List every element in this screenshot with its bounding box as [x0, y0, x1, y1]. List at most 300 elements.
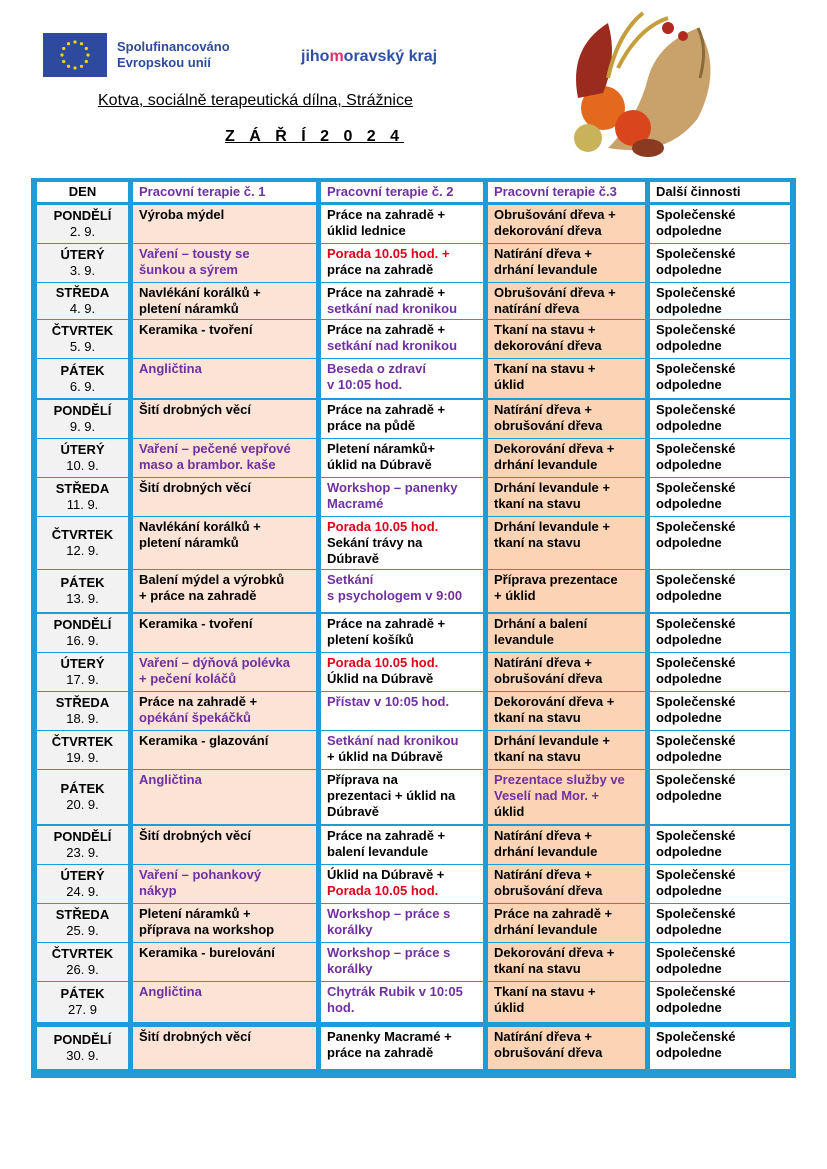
therapy-2-cell: [321, 731, 483, 769]
activity-line: obrušování dřeva: [494, 671, 603, 686]
day-cell: [37, 692, 128, 730]
activity-line: Šití drobných věcí: [139, 828, 251, 843]
other-activities-cell: [650, 570, 790, 612]
activity-line: Tkaní na stavu +: [494, 984, 596, 999]
other-activities-cell: [650, 320, 790, 358]
activity-line: Příprava na: [327, 772, 398, 787]
activity-line: Macramé: [327, 496, 384, 511]
eu-cofinancing-text: Spolufinancováno Evropskou unií: [117, 39, 230, 70]
activity-line: Tkaní na stavu +: [494, 361, 596, 376]
therapy-2-cell: [321, 570, 483, 612]
day-cell: [37, 731, 128, 769]
activity-line: prezentaci + úklid na: [327, 788, 456, 803]
activity-line: Společenské: [656, 480, 736, 495]
activity-line: Příprava prezentace: [494, 572, 618, 587]
day-cell: [37, 439, 128, 477]
therapy-3-cell: [488, 692, 645, 730]
therapy-1-cell: [133, 439, 316, 477]
day-date: 18. 9.: [66, 711, 99, 726]
therapy-1-cell: [133, 359, 316, 398]
activity-line: Společenské: [656, 285, 736, 300]
activity-line: odpoledne: [656, 1045, 722, 1060]
month-heading: Z Á Ř Í 2 0 2 4: [225, 128, 405, 145]
activity-line: Společenské: [656, 828, 736, 843]
activity-line: hod.: [327, 1000, 355, 1015]
activity-line: maso a brambor. kaše: [139, 457, 276, 472]
day-cell: [37, 943, 128, 981]
therapy-1-cell: [133, 570, 316, 612]
activity-line: odpoledne: [656, 1000, 722, 1015]
other-activities-cell: [650, 1027, 790, 1069]
activity-line: Drhání levandule +: [494, 733, 610, 748]
activity-line: práce na půdě: [327, 418, 416, 433]
therapy-2-cell: [321, 982, 483, 1022]
therapy-3-cell: [488, 283, 645, 319]
other-activities-cell: [650, 653, 790, 691]
activity-line: Dúbravě: [327, 551, 380, 566]
therapy-2-cell: [321, 283, 483, 319]
day-cell: [37, 614, 128, 652]
activity-line: Výroba mýdel: [139, 207, 225, 222]
therapy-1-cell: [133, 1027, 316, 1069]
activity-line: Natírání dřeva +: [494, 246, 592, 261]
day-date: 9. 9.: [69, 419, 96, 434]
activity-line: pletení náramků: [139, 301, 239, 316]
therapy-2-cell: [321, 320, 483, 358]
day-date: 4. 9.: [69, 301, 96, 316]
day-cell: [37, 570, 128, 612]
day-date: 26. 9.: [66, 962, 99, 977]
activity-line: Navlékání korálků +: [139, 519, 261, 534]
day-cell: [37, 478, 128, 516]
other-activities-cell: [650, 439, 790, 477]
day-name: PONDĚLÍ: [53, 208, 112, 223]
day-name: ÚTERÝ: [60, 868, 105, 883]
other-activities-cell: [650, 731, 790, 769]
therapy-3-cell: [488, 826, 645, 864]
day-name: STŘEDA: [55, 695, 110, 710]
therapy-2-cell: [321, 517, 483, 569]
activity-line: Natírání dřeva +: [494, 402, 592, 417]
activity-line: Společenské: [656, 733, 736, 748]
column-header: Pracovní terapie č.3: [488, 182, 645, 202]
activity-line: Workshop – panenky: [327, 480, 458, 495]
activity-line: natírání dřeva: [494, 301, 580, 316]
activity-line: práce na zahradě: [327, 1045, 434, 1060]
activity-line: Drhání levandule +: [494, 480, 610, 495]
day-date: 25. 9.: [66, 923, 99, 938]
activity-line: Společenské: [656, 246, 736, 261]
therapy-1-cell: [133, 826, 316, 864]
activity-line: + úklid: [494, 588, 536, 603]
other-activities-cell: [650, 770, 790, 824]
therapy-3-cell: [488, 244, 645, 282]
activity-line: tkaní na stavu: [494, 535, 581, 550]
activity-line: odpoledne: [656, 457, 722, 472]
therapy-3-cell: [488, 517, 645, 569]
day-name: STŘEDA: [55, 907, 110, 922]
other-activities-cell: [650, 400, 790, 438]
activity-line: Angličtina: [139, 361, 202, 376]
day-name: ÚTERÝ: [60, 442, 105, 457]
day-name: PONDĚLÍ: [53, 1032, 112, 1047]
other-activities-cell: [650, 283, 790, 319]
day-name: PONDĚLÍ: [53, 829, 112, 844]
activity-line: tkaní na stavu: [494, 496, 581, 511]
therapy-2-cell: [321, 904, 483, 942]
therapy-3-cell: [488, 982, 645, 1022]
activity-line: Společenské: [656, 361, 736, 376]
other-activities-cell: [650, 244, 790, 282]
activity-line: Společenské: [656, 572, 736, 587]
therapy-3-cell: [488, 614, 645, 652]
activity-line: odpoledne: [656, 535, 722, 550]
activity-line: Úklid na Dúbravě: [327, 671, 434, 686]
activity-line: úklid: [494, 377, 525, 392]
therapy-2-cell: [321, 439, 483, 477]
therapy-2-cell: [321, 770, 483, 824]
activity-line: Práce na zahradě +: [494, 906, 613, 921]
schedule-table: [31, 178, 796, 1078]
therapy-1-cell: [133, 904, 316, 942]
day-date: 19. 9.: [66, 750, 99, 765]
other-activities-cell: [650, 904, 790, 942]
therapy-2-cell: [321, 614, 483, 652]
day-name: PONDĚLÍ: [53, 403, 112, 418]
activity-line: Tkaní na stavu +: [494, 322, 596, 337]
activity-line: odpoledne: [656, 496, 722, 511]
other-activities-cell: [650, 614, 790, 652]
therapy-1-cell: [133, 692, 316, 730]
cornucopia-image: [548, 8, 728, 168]
activity-line: Společenské: [656, 519, 736, 534]
activity-line: Natírání dřeva +: [494, 655, 592, 670]
therapy-3-cell: [488, 865, 645, 903]
activity-line: Keramika - tvoření: [139, 322, 253, 337]
column-header: DEN: [37, 182, 128, 202]
day-cell: [37, 244, 128, 282]
day-cell: [37, 205, 128, 243]
column-header: Další činnosti: [650, 182, 790, 202]
eu-flag-logo: [43, 33, 107, 77]
activity-line: Keramika - burelování: [139, 945, 275, 960]
activity-line: Keramika - glazování: [139, 733, 269, 748]
other-activities-cell: [650, 692, 790, 730]
activity-line: odpoledne: [656, 844, 722, 859]
activity-line: Společenské: [656, 984, 736, 999]
day-cell: [37, 904, 128, 942]
activity-line: úklid: [494, 1000, 525, 1015]
activity-line: Vaření – pohankový: [139, 867, 262, 882]
therapy-1-cell: [133, 865, 316, 903]
day-date: 27. 9: [68, 1002, 97, 1017]
activity-line: pletení košíků: [327, 632, 414, 647]
activity-line: Pletení náramků+: [327, 441, 436, 456]
therapy-1-cell: [133, 400, 316, 438]
therapy-1-cell: [133, 517, 316, 569]
activity-line: Angličtina: [139, 984, 202, 999]
activity-line: Vaření – tousty se: [139, 246, 250, 261]
activity-line: s psychologem v 9:00: [327, 588, 463, 603]
activity-line: Práce na zahradě +: [327, 616, 446, 631]
therapy-3-cell: [488, 653, 645, 691]
activity-line: Společenské: [656, 207, 736, 222]
region-logo: jihomoravský kraj: [301, 48, 438, 65]
therapy-1-cell: [133, 244, 316, 282]
day-name: PÁTEK: [60, 362, 105, 378]
activity-line: úklid lednice: [327, 223, 406, 238]
therapy-3-cell: [488, 570, 645, 612]
day-name: STŘEDA: [55, 285, 110, 300]
activity-line: Šití drobných věcí: [139, 1029, 251, 1044]
activity-line: Společenské: [656, 1029, 736, 1044]
activity-line: Natírání dřeva +: [494, 1029, 592, 1044]
other-activities-cell: [650, 943, 790, 981]
activity-line: pletení náramků: [139, 535, 239, 550]
activity-line: odpoledne: [656, 223, 722, 238]
day-name: PONDĚLÍ: [53, 617, 112, 632]
day-cell: [37, 283, 128, 319]
therapy-3-cell: [488, 320, 645, 358]
other-activities-cell: [650, 517, 790, 569]
activity-line: Keramika - tvoření: [139, 616, 253, 631]
activity-line: Beseda o zdraví: [327, 361, 426, 376]
activity-line: odpoledne: [656, 961, 722, 976]
activity-line: Společenské: [656, 441, 736, 456]
activity-line: + úklid na Dúbravě: [327, 749, 443, 764]
activity-line: drhání levandule: [494, 922, 598, 937]
activity-line: obrušování dřeva: [494, 1045, 603, 1060]
activity-line: Workshop – práce s: [327, 945, 451, 960]
other-activities-cell: [650, 826, 790, 864]
therapy-3-cell: [488, 205, 645, 243]
therapy-2-cell: [321, 943, 483, 981]
day-date: 24. 9.: [66, 884, 99, 899]
activity-line: příprava na workshop: [139, 922, 275, 937]
activity-line: setkání nad kronikou: [327, 301, 458, 316]
activity-line: drhání levandule: [494, 262, 598, 277]
activity-line: odpoledne: [656, 883, 722, 898]
activity-line: Workshop – práce s: [327, 906, 451, 921]
activity-line: Balení mýdel a výrobků: [139, 572, 285, 587]
activity-line: Společenské: [656, 322, 736, 337]
therapy-1-cell: [133, 320, 316, 358]
day-cell: [37, 770, 128, 824]
activity-line: Společenské: [656, 772, 736, 787]
activity-line: Práce na zahradě +: [327, 402, 446, 417]
therapy-3-cell: [488, 731, 645, 769]
activity-line: Porada 10.05 hod.: [327, 519, 439, 534]
activity-line: Vaření – pečené vepřové: [139, 441, 291, 456]
document-title: Kotva, sociálně terapeutická dílna, Strážnice: [98, 92, 413, 109]
day-date: 20. 9.: [66, 797, 99, 812]
activity-line: Sekání trávy na: [327, 535, 423, 550]
activity-line: + práce na zahradě: [139, 588, 257, 603]
activity-line: odpoledne: [656, 922, 722, 937]
activity-line: odpoledne: [656, 262, 722, 277]
activity-line: Dekorování dřeva +: [494, 945, 615, 960]
activity-line: Porada 10.05 hod.: [327, 883, 439, 898]
therapy-1-cell: [133, 205, 316, 243]
therapy-2-cell: [321, 244, 483, 282]
activity-line: setkání nad kronikou: [327, 338, 458, 353]
activity-line: odpoledne: [656, 588, 722, 603]
therapy-1-cell: [133, 478, 316, 516]
day-name: ČTVRTEK: [51, 946, 114, 961]
therapy-2-cell: [321, 359, 483, 398]
day-date: 5. 9.: [69, 339, 96, 354]
activity-line: Společenské: [656, 616, 736, 631]
activity-line: Společenské: [656, 694, 736, 709]
activity-line: Dúbravě: [327, 804, 380, 819]
activity-line: obrušování dřeva: [494, 883, 603, 898]
therapy-3-cell: [488, 904, 645, 942]
day-date: 3. 9.: [69, 263, 96, 278]
therapy-2-cell: [321, 478, 483, 516]
day-cell: [37, 826, 128, 864]
activity-line: Vaření – dýňová polévka: [139, 655, 291, 670]
activity-line: odpoledne: [656, 338, 722, 353]
column-header: Pracovní terapie č. 2: [321, 182, 483, 202]
activity-line: drhání levandule: [494, 457, 598, 472]
activity-line: odpoledne: [656, 710, 722, 725]
activity-line: tkaní na stavu: [494, 961, 581, 976]
day-date: 11. 9.: [66, 497, 99, 512]
activity-line: levandule: [494, 632, 554, 647]
therapy-2-cell: [321, 205, 483, 243]
activity-line: Úklid na Dúbravě +: [327, 867, 445, 882]
activity-line: Společenské: [656, 906, 736, 921]
day-cell: [37, 865, 128, 903]
therapy-2-cell: [321, 865, 483, 903]
day-name: ÚTERÝ: [60, 247, 105, 262]
therapy-1-cell: [133, 982, 316, 1022]
activity-line: odpoledne: [656, 671, 722, 686]
activity-line: Porada 10.05 hod.: [327, 655, 439, 670]
activity-line: Panenky Macramé +: [327, 1029, 452, 1044]
activity-line: odpoledne: [656, 749, 722, 764]
other-activities-cell: [650, 205, 790, 243]
activity-line: Natírání dřeva +: [494, 867, 592, 882]
activity-line: odpoledne: [656, 632, 722, 647]
therapy-3-cell: [488, 770, 645, 824]
activity-line: Společenské: [656, 867, 736, 882]
activity-line: Práce na zahradě +: [139, 694, 258, 709]
other-activities-cell: [650, 865, 790, 903]
activity-line: odpoledne: [656, 418, 722, 433]
activity-line: Navlékání korálků +: [139, 285, 261, 300]
column-header: Pracovní terapie č. 1: [133, 182, 316, 202]
other-activities-cell: [650, 478, 790, 516]
activity-line: Společenské: [656, 655, 736, 670]
activity-line: balení levandule: [327, 844, 429, 859]
day-date: 23. 9.: [66, 845, 99, 860]
other-activities-cell: [650, 982, 790, 1022]
day-name: PÁTEK: [60, 781, 105, 796]
day-name: ČTVRTEK: [51, 527, 114, 542]
activity-line: tkaní na stavu: [494, 749, 581, 764]
day-cell: [37, 320, 128, 358]
activity-line: Angličtina: [139, 772, 202, 787]
therapy-3-cell: [488, 400, 645, 438]
therapy-2-cell: [321, 692, 483, 730]
activity-line: drhání levandule: [494, 844, 598, 859]
activity-line: dekorování dřeva: [494, 338, 602, 353]
activity-line: Přístav v 10:05 hod.: [327, 694, 450, 709]
activity-line: obrušování dřeva: [494, 418, 603, 433]
activity-line: odpoledne: [656, 377, 722, 392]
activity-line: odpoledne: [656, 788, 722, 803]
activity-line: dekorování dřeva: [494, 223, 602, 238]
therapy-1-cell: [133, 614, 316, 652]
activity-line: Chytrák Rubik v 10:05: [327, 984, 463, 999]
day-name: PÁTEK: [60, 986, 105, 1001]
day-cell: [37, 653, 128, 691]
activity-line: Natírání dřeva +: [494, 828, 592, 843]
activity-line: Společenské: [656, 945, 736, 960]
day-date: 2. 9.: [69, 224, 96, 239]
therapy-1-cell: [133, 731, 316, 769]
activity-line: korálky: [327, 922, 373, 937]
day-cell: [37, 982, 128, 1022]
day-date: 6. 9.: [69, 378, 96, 394]
day-name: PÁTEK: [60, 575, 105, 590]
other-activities-cell: [650, 359, 790, 398]
day-cell: [37, 517, 128, 569]
activity-line: Práce na zahradě +: [327, 322, 446, 337]
activity-line: Práce na zahradě +: [327, 207, 446, 222]
activity-line: Šití drobných věcí: [139, 480, 251, 495]
day-name: STŘEDA: [55, 481, 110, 496]
day-cell: [37, 1027, 128, 1069]
therapy-2-cell: [321, 826, 483, 864]
activity-line: Setkání nad kronikou: [327, 733, 459, 748]
activity-line: úklid: [494, 804, 525, 819]
therapy-3-cell: [488, 359, 645, 398]
therapy-3-cell: [488, 1027, 645, 1069]
activity-line: úklid na Dúbravě: [327, 457, 432, 472]
activity-line: korálky: [327, 961, 373, 976]
activity-line: Pletení náramků +: [139, 906, 251, 921]
activity-line: Drhání levandule +: [494, 519, 610, 534]
therapy-3-cell: [488, 943, 645, 981]
activity-line: tkaní na stavu: [494, 710, 581, 725]
activity-line: šunkou a sýrem: [139, 262, 238, 277]
day-date: 16. 9.: [66, 633, 99, 648]
therapy-2-cell: [321, 653, 483, 691]
activity-line: opékání špekáčků: [139, 710, 251, 725]
activity-line: Práce na zahradě +: [327, 285, 446, 300]
activity-line: Prezentace služby ve: [494, 772, 625, 787]
activity-line: Šití drobných věcí: [139, 402, 251, 417]
activity-line: Společenské: [656, 402, 736, 417]
therapy-1-cell: [133, 943, 316, 981]
therapy-1-cell: [133, 653, 316, 691]
activity-line: Obrušování dřeva +: [494, 285, 616, 300]
day-name: ČTVRTEK: [51, 323, 114, 338]
activity-line: nákyp: [139, 883, 177, 898]
activity-line: v 10:05 hod.: [327, 377, 403, 392]
therapy-3-cell: [488, 439, 645, 477]
activity-line: práce na zahradě: [327, 262, 434, 277]
activity-line: Setkání: [327, 572, 374, 587]
therapy-2-cell: [321, 400, 483, 438]
activity-line: Dekorování dřeva +: [494, 441, 615, 456]
day-date: 17. 9.: [66, 672, 99, 687]
therapy-1-cell: [133, 770, 316, 824]
day-cell: [37, 400, 128, 438]
day-name: ÚTERÝ: [60, 656, 105, 671]
